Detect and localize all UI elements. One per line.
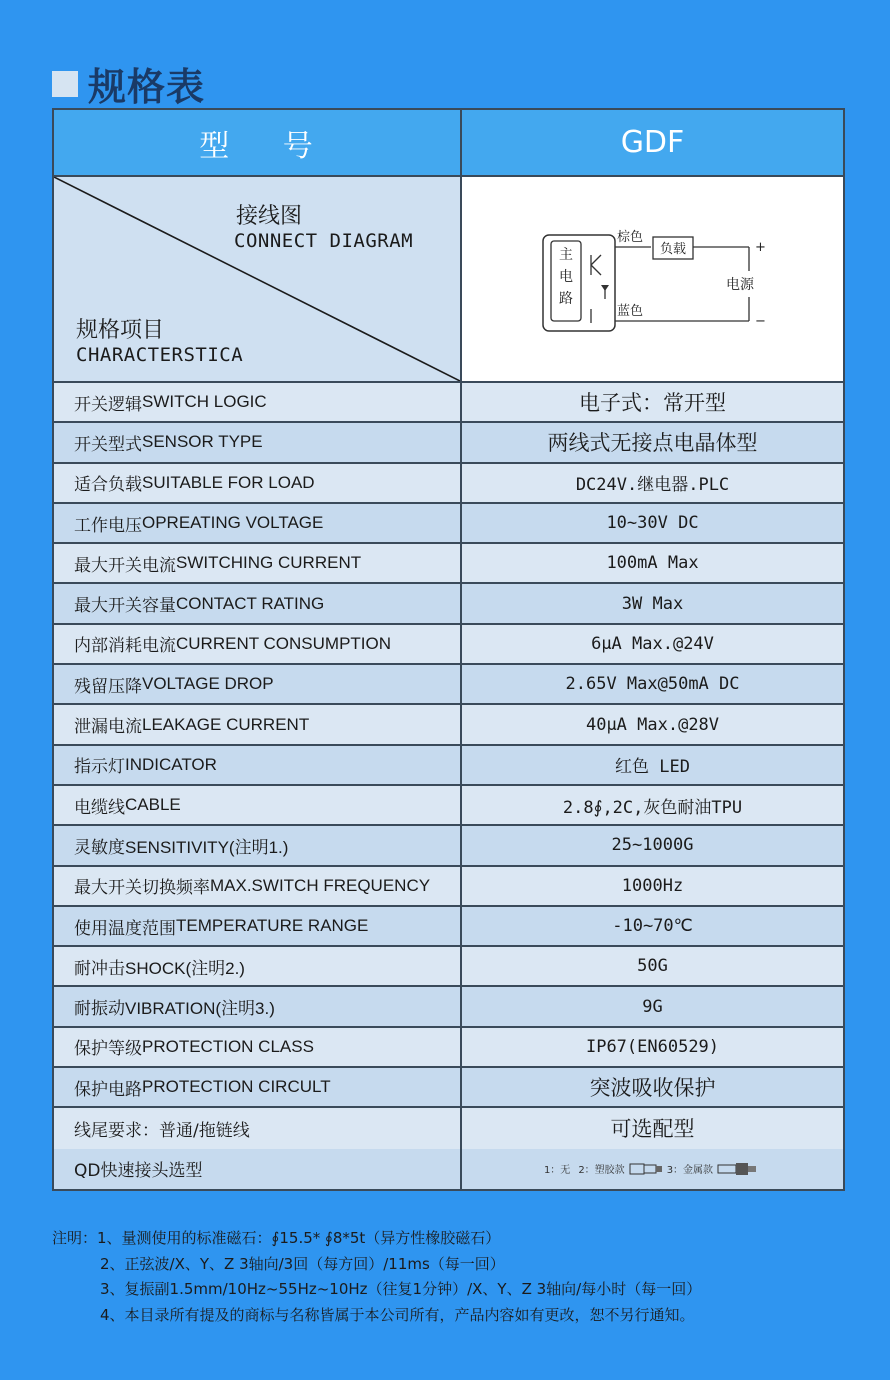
spec-row xyxy=(54,826,843,866)
qd-option-3: 3：金属款 xyxy=(666,1165,714,1177)
spec-value-cell xyxy=(462,1108,843,1148)
spec-label-zh: 内部消耗电流 xyxy=(74,636,176,657)
diagram-caption xyxy=(234,199,413,252)
note-3: 3、复振副1.5mm/10Hz~55Hz~10Hz（往复1分钟）/X、Y、Z 3轴向/每小时（每一回） xyxy=(100,1280,702,1298)
spec-row xyxy=(54,464,843,504)
spec-label-cell xyxy=(54,544,462,582)
spec-label-cell xyxy=(54,987,462,1025)
wiring-diagram xyxy=(533,219,773,339)
spec-value-cell xyxy=(462,1068,843,1106)
spec-label-en: VIBRATION(注明3.) xyxy=(125,999,275,1019)
main-circuit-char-1: 主 xyxy=(558,247,573,263)
spec-value: 50G xyxy=(637,956,668,977)
spec-row xyxy=(54,544,843,584)
spec-value-cell xyxy=(462,665,843,703)
spec-row xyxy=(54,705,843,745)
qd-options xyxy=(544,1161,761,1176)
main-circuit-char-3: 路 xyxy=(558,291,573,307)
load-label: 负载 xyxy=(659,242,686,257)
spec-label-zh: 最大开关容量 xyxy=(74,596,176,617)
spec-row xyxy=(54,1108,843,1148)
spec-value-cell xyxy=(462,907,843,945)
spec-value-cell xyxy=(462,504,843,542)
spec-value: 100mA Max xyxy=(606,553,699,574)
spec-value: 两线式无接点电晶体型 xyxy=(547,431,758,456)
spec-value: 突波吸收保护 xyxy=(589,1076,716,1101)
spec-label-cell xyxy=(54,504,462,542)
spec-label-en: PROTECTION CLASS xyxy=(142,1036,314,1056)
spec-label-zh: 工作电压 xyxy=(74,515,142,536)
spec-label-cell xyxy=(54,826,462,864)
spec-row xyxy=(54,584,843,624)
spec-label-en: VOLTAGE DROP xyxy=(142,674,274,694)
wiring-diagram-cell xyxy=(462,177,843,381)
spec-label-en: OPREATING VOLTAGE xyxy=(142,513,324,533)
spec-label-en: SWITCHING CURRENT xyxy=(176,553,362,573)
spec-value-cell xyxy=(462,584,843,622)
spec-value: -10~70℃ xyxy=(612,916,693,936)
spec-value: 2.8∮,2C,灰色耐油TPU xyxy=(562,797,743,818)
spec-label-en: INDICATOR xyxy=(125,754,217,774)
spec-row xyxy=(54,947,843,987)
diagram-row xyxy=(54,177,843,383)
spec-value: 40μA Max.@28V xyxy=(585,714,720,735)
metal-connector-icon xyxy=(717,1162,757,1176)
spec-row xyxy=(54,383,843,423)
note-2: 2、正弦波/X、Y、Z 3轴向/3回（每方回）/11ms（每一回） xyxy=(100,1254,505,1273)
spec-label-zh: 耐冲击 xyxy=(74,958,125,979)
page-title xyxy=(52,56,205,111)
spec-value: 25~1000G xyxy=(611,835,694,856)
spec-row xyxy=(54,625,843,665)
spec-label-cell xyxy=(54,383,462,421)
spec-value: 10~30V DC xyxy=(606,513,699,534)
spec-label-en: LEAKAGE CURRENT xyxy=(142,714,310,734)
note-4: 4、本目录所有提及的商标与名称皆属于本公司所有，产品内容如有更改，恕不另行通知。 xyxy=(100,1305,695,1324)
spec-row xyxy=(54,867,843,907)
spec-label-zh: 使用温度范围 xyxy=(74,918,176,939)
spec-label-en: CURRENT CONSUMPTION xyxy=(176,633,392,653)
spec-label-en: SENSITIVITY(注明1.) xyxy=(125,837,289,857)
diagram-caption-en: CONNECT DIAGRAM xyxy=(234,230,414,252)
spec-value-cell xyxy=(462,625,843,663)
spec-label-cell xyxy=(54,947,462,985)
spec-label-zh: 残留压降 xyxy=(74,676,142,697)
spec-label-en: SENSOR TYPE xyxy=(142,432,263,452)
title-text: 规格表 xyxy=(88,65,206,109)
spec-value: 1000Hz xyxy=(621,875,684,896)
spec-label-zh: 泄漏电流 xyxy=(74,717,142,738)
spec-label-en: CABLE xyxy=(125,795,181,815)
spec-row xyxy=(54,746,843,786)
spec-value-cell xyxy=(462,423,843,461)
spec-label-en: TEMPERATURE RANGE xyxy=(176,916,369,935)
qd-label-cell xyxy=(54,1149,462,1189)
spec-value-cell xyxy=(462,947,843,985)
spec-label-cell xyxy=(54,584,462,622)
spec-value-cell xyxy=(462,705,843,743)
title-square-icon xyxy=(52,71,78,97)
spec-value: 9G xyxy=(642,996,663,1017)
spec-label-zh: 电缆线 xyxy=(74,797,125,818)
spec-value-cell xyxy=(462,1028,843,1066)
spec-value-cell xyxy=(462,544,843,582)
spec-value: DC24V.继电器.PLC xyxy=(575,475,730,496)
minus-sign: − xyxy=(754,314,766,329)
spec-label-cell xyxy=(54,786,462,824)
spec-label-zh: 适合负载 xyxy=(74,475,142,496)
spec-row xyxy=(54,1028,843,1068)
spec-label-zh: 保护电路 xyxy=(74,1079,142,1100)
spec-label-cell xyxy=(54,464,462,502)
spec-value: 6μA Max.@24V xyxy=(591,633,714,654)
spec-value-cell xyxy=(462,746,843,784)
spec-label-en: SHOCK(注明2.) xyxy=(125,958,245,978)
spec-value: 2.65V Max@50mA DC xyxy=(565,674,740,695)
header-row xyxy=(54,110,843,177)
spec-label-zh: 保护等级 xyxy=(74,1039,142,1060)
spec-value-cell xyxy=(462,826,843,864)
spec-value: 红色 LED xyxy=(615,757,690,778)
spec-value-cell xyxy=(462,987,843,1025)
spec-label-cell xyxy=(54,867,462,905)
spec-label-cell xyxy=(54,1028,462,1066)
spec-label-cell xyxy=(54,1108,462,1148)
spec-label-cell xyxy=(54,1068,462,1106)
spec-row xyxy=(54,1068,843,1108)
spec-label-en: SUITABLE FOR LOAD xyxy=(142,472,315,492)
spec-row xyxy=(54,987,843,1027)
spec-value-cell xyxy=(462,383,843,421)
qd-label: QD快速接头选型 xyxy=(74,1161,203,1182)
spec-value: 电子式：常开型 xyxy=(579,391,726,416)
qd-option-2: 2：塑胶款 xyxy=(578,1165,625,1177)
spec-label-cell xyxy=(54,665,462,703)
spec-label-zh: 灵敏度 xyxy=(74,837,125,858)
spec-label-cell xyxy=(54,907,462,945)
qd-option-1: 1：无 xyxy=(543,1165,571,1177)
spec-label-cell xyxy=(54,423,462,461)
spec-row xyxy=(54,423,843,463)
spec-value: 可选配型 xyxy=(610,1117,695,1142)
model-label-cell xyxy=(54,110,462,175)
spec-label-cell xyxy=(54,625,462,663)
qd-row xyxy=(54,1149,843,1189)
spec-value: 3W Max xyxy=(621,593,684,614)
spec-value-cell xyxy=(462,786,843,824)
qd-value-cell xyxy=(462,1149,843,1189)
spec-value: IP67(EN60529) xyxy=(585,1036,720,1057)
spec-value-cell xyxy=(462,464,843,502)
spec-label-en: PROTECTION CIRCULT xyxy=(142,1077,331,1097)
blue-wire-label: 蓝色 xyxy=(616,304,643,319)
spec-label-zh: 开关逻辑 xyxy=(74,394,142,415)
notes xyxy=(52,1226,701,1328)
model-value-cell xyxy=(462,110,843,175)
spec-row xyxy=(54,665,843,705)
model-value: GDF xyxy=(620,125,685,160)
spec-row xyxy=(54,504,843,544)
spec-caption-en: CHARACTERSTICA xyxy=(76,344,244,366)
spec-row xyxy=(54,907,843,947)
spec-label-en: CONTACT RATING xyxy=(176,593,325,613)
spec-label-en: SWITCH LOGIC xyxy=(142,392,267,412)
spec-table xyxy=(52,108,845,1191)
spec-row xyxy=(54,786,843,826)
spec-label-zh: 最大开关电流 xyxy=(74,555,176,576)
plus-sign: + xyxy=(754,240,766,255)
spec-label-zh: 耐振动 xyxy=(74,999,125,1020)
diagram-caption-zh: 接线图 xyxy=(236,204,303,229)
diagram-label-cell xyxy=(54,177,462,381)
spec-caption-zh: 规格项目 xyxy=(76,318,165,343)
spec-label-cell xyxy=(54,746,462,784)
spec-label-cell xyxy=(54,705,462,743)
spec-label-en: MAX.SWITCH FREQUENCY xyxy=(210,875,431,895)
spec-label-zh: 指示灯 xyxy=(74,757,125,778)
main-circuit-char-2: 电 xyxy=(558,269,573,285)
model-label: 型 号 xyxy=(199,128,315,164)
plastic-connector-icon xyxy=(629,1162,663,1176)
spec-label-zh: 最大开关切换频率 xyxy=(74,878,210,899)
spec-label-zh: 线尾要求：普通/拖链线 xyxy=(74,1120,250,1141)
spec-caption xyxy=(76,313,243,366)
brown-wire-label: 棕色 xyxy=(616,230,643,245)
power-label: 电源 xyxy=(725,277,754,293)
spec-label-zh: 开关型式 xyxy=(74,434,142,455)
spec-value-cell xyxy=(462,867,843,905)
note-1: 注明：1、量测使用的标准磁石：∮15.5* ∮8*5t（异方性橡胶磁石） xyxy=(52,1229,501,1247)
